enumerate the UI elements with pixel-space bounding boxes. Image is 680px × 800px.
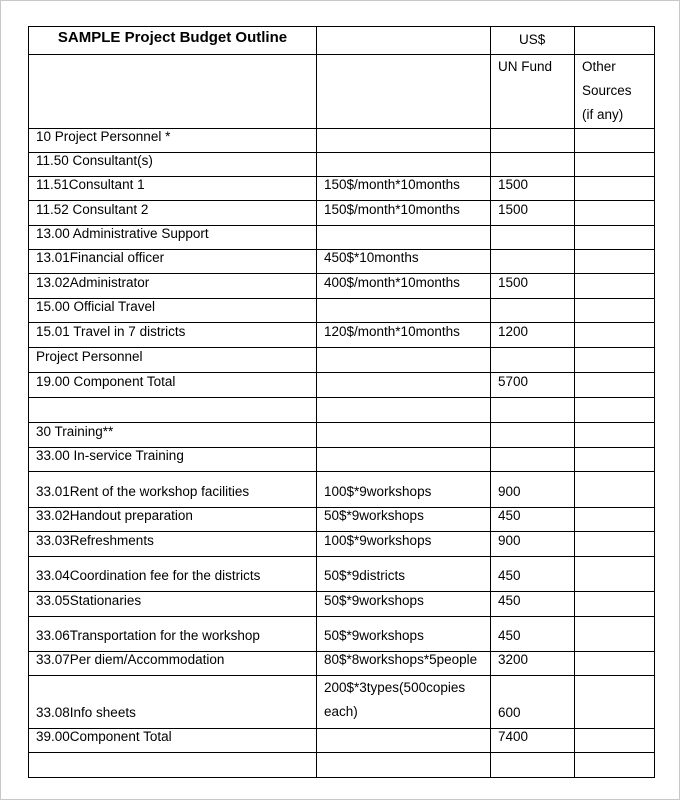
cell-un	[491, 226, 575, 250]
cell-item	[29, 753, 317, 778]
table-row	[29, 348, 655, 373]
cell-calc	[317, 729, 491, 753]
cell-other	[575, 323, 655, 348]
cell-calc	[317, 423, 491, 448]
currency-header: US$	[491, 27, 575, 55]
table-row	[29, 676, 655, 729]
cell-un	[491, 129, 575, 153]
table-row	[29, 448, 655, 472]
cell-un	[491, 250, 575, 274]
table-row	[29, 592, 655, 617]
cell-calc: 150$/month*10months	[317, 177, 491, 201]
cell-other	[575, 201, 655, 226]
cell-other	[575, 299, 655, 323]
cell-un: 7400	[491, 729, 575, 753]
cell-item: 33.04Coordination fee for the districts	[29, 557, 317, 592]
cell-un: 450	[491, 592, 575, 617]
cell-item: 15.01 Travel in 7 districts	[29, 323, 317, 348]
cell-calc: 400$/month*10months	[317, 274, 491, 299]
table-row	[29, 729, 655, 753]
cell-other	[575, 226, 655, 250]
cell-un	[491, 299, 575, 323]
cell-un: 450	[491, 508, 575, 532]
cell-item: 33.02Handout preparation	[29, 508, 317, 532]
cell-item: 33.05Stationaries	[29, 592, 317, 617]
cell-item	[29, 398, 317, 423]
cell-item: 33.00 In-service Training	[29, 448, 317, 472]
cell-other	[575, 557, 655, 592]
cell-un	[491, 448, 575, 472]
cell-calc	[317, 448, 491, 472]
cell-un: 1500	[491, 177, 575, 201]
cell-other	[575, 448, 655, 472]
cell-un: 450	[491, 617, 575, 652]
table-row	[29, 472, 655, 508]
cell-un: 450	[491, 557, 575, 592]
table-row	[29, 617, 655, 652]
cell-item: 33.06Transportation for the workshop	[29, 617, 317, 652]
cell-calc: 50$*9workshops	[317, 508, 491, 532]
cell-item: 15.00 Official Travel	[29, 299, 317, 323]
budget-table	[28, 26, 655, 778]
table-row	[29, 508, 655, 532]
cell-other	[575, 129, 655, 153]
header-row	[29, 55, 655, 129]
cell-other	[575, 592, 655, 617]
cell-calc: 200$*3types(500copies each)	[317, 676, 491, 729]
cell-other	[575, 676, 655, 729]
cell-other	[575, 508, 655, 532]
table-row	[29, 299, 655, 323]
cell-other	[575, 472, 655, 508]
cell-un	[491, 753, 575, 778]
cell-un: 1500	[491, 201, 575, 226]
table-row	[29, 201, 655, 226]
cell-item: 11.50 Consultant(s)	[29, 153, 317, 177]
cell-other	[575, 652, 655, 676]
cell-un: 3200	[491, 652, 575, 676]
cell-other	[575, 532, 655, 557]
cell-calc: 100$*9workshops	[317, 532, 491, 557]
cell-calc	[317, 373, 491, 398]
table-row	[29, 129, 655, 153]
cell-other	[575, 177, 655, 201]
cell-item: 11.51Consultant 1	[29, 177, 317, 201]
cell-other	[575, 398, 655, 423]
cell-un	[491, 398, 575, 423]
cell-un: 900	[491, 532, 575, 557]
other-sources-line: Sources	[582, 83, 632, 98]
cell-un: 900	[491, 472, 575, 508]
cell-item: Project Personnel	[29, 348, 317, 373]
cell-item: 13.02Administrator	[29, 274, 317, 299]
cell-other	[575, 274, 655, 299]
cell-un: 1500	[491, 274, 575, 299]
cell-calc: 50$*9workshops	[317, 592, 491, 617]
cell-un	[491, 423, 575, 448]
cell-calc	[317, 753, 491, 778]
cell-other	[575, 753, 655, 778]
table-row	[29, 652, 655, 676]
table-row	[29, 274, 655, 299]
table-row	[29, 153, 655, 177]
table-row	[29, 226, 655, 250]
cell-other	[575, 729, 655, 753]
cell-calc	[317, 129, 491, 153]
cell-item: 30 Training**	[29, 423, 317, 448]
cell-un	[491, 348, 575, 373]
cell-calc	[317, 299, 491, 323]
other-sources-header	[575, 55, 655, 129]
cell-calc: 450$*10months	[317, 250, 491, 274]
cell-item: 11.52 Consultant 2	[29, 201, 317, 226]
cell-calc: 150$/month*10months	[317, 201, 491, 226]
table-row	[29, 177, 655, 201]
cell-item: 19.00 Component Total	[29, 373, 317, 398]
cell-item: 33.07Per diem/Accommodation	[29, 652, 317, 676]
document-title: SAMPLE Project Budget Outline	[29, 27, 317, 55]
table-row	[29, 373, 655, 398]
cell-item: 13.00 Administrative Support	[29, 226, 317, 250]
table-row	[29, 423, 655, 448]
cell-calc: 50$*9districts	[317, 557, 491, 592]
cell-calc: 50$*9workshops	[317, 617, 491, 652]
cell-calc: 120$/month*10months	[317, 323, 491, 348]
cell-other	[575, 348, 655, 373]
cell-other	[575, 423, 655, 448]
cell-calc	[317, 153, 491, 177]
cell-calc	[317, 226, 491, 250]
un-fund-header: UN Fund	[491, 55, 575, 129]
cell-item: 39.00Component Total	[29, 729, 317, 753]
cell-other	[575, 250, 655, 274]
cell-item: 33.03Refreshments	[29, 532, 317, 557]
table-row	[29, 557, 655, 592]
cell-calc	[317, 398, 491, 423]
budget-rows	[29, 129, 655, 778]
cell-item: 10 Project Personnel *	[29, 129, 317, 153]
cell-other	[575, 373, 655, 398]
cell-un: 1200	[491, 323, 575, 348]
cell-item: 13.01Financial officer	[29, 250, 317, 274]
cell-un	[491, 153, 575, 177]
table-row	[29, 323, 655, 348]
other-sources-line: Other	[582, 59, 616, 74]
cell-calc: 80$*8workshops*5people	[317, 652, 491, 676]
table-row	[29, 398, 655, 423]
cell-other	[575, 617, 655, 652]
cell-item: 33.08Info sheets	[29, 676, 317, 729]
table-row	[29, 250, 655, 274]
cell-calc: 100$*9workshops	[317, 472, 491, 508]
cell-calc	[317, 348, 491, 373]
other-sources-line: (if any)	[582, 107, 624, 122]
cell-item: 33.01Rent of the workshop facilities	[29, 472, 317, 508]
title-row	[29, 27, 655, 55]
cell-un: 600	[491, 676, 575, 729]
cell-other	[575, 153, 655, 177]
table-row	[29, 532, 655, 557]
table-row	[29, 753, 655, 778]
cell-un: 5700	[491, 373, 575, 398]
